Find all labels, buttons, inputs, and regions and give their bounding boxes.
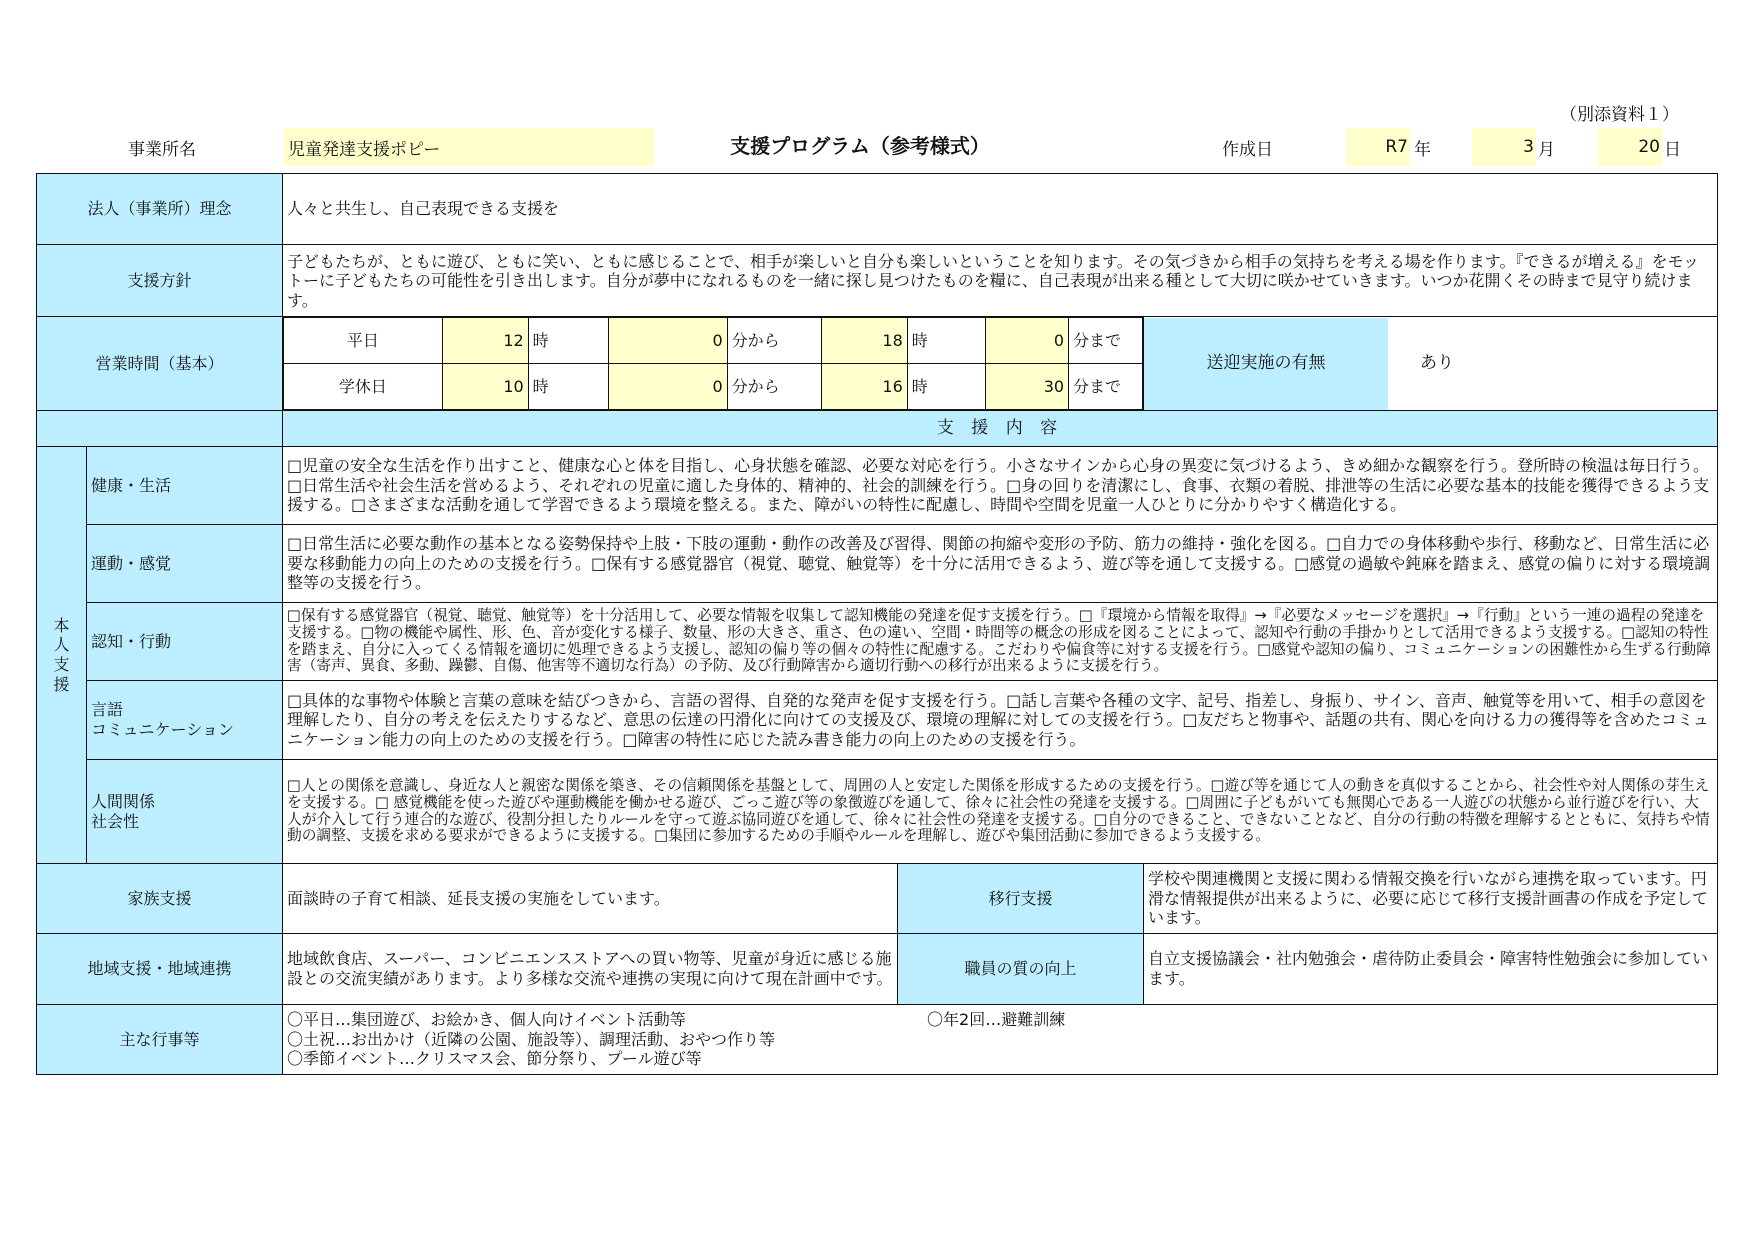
weekday-hours-row: [284, 318, 1143, 364]
philosophy-text: 人々と共生し、自己表現できる支援を: [283, 174, 1718, 245]
support-program-table: [36, 173, 1718, 1075]
holiday-label: 学休日: [284, 364, 443, 410]
philosophy-label: 法人（事業所）理念: [37, 174, 283, 245]
created-year-field[interactable]: R7: [1346, 128, 1410, 166]
transport-cell: [1144, 317, 1718, 411]
weekday-start-hour[interactable]: 12: [442, 318, 528, 364]
hour-unit: 時: [528, 318, 609, 364]
events-right-list: [927, 1010, 1065, 1069]
from-unit: 分から: [727, 364, 821, 410]
to-unit: 分まで: [1069, 318, 1143, 364]
weekday-end-hour[interactable]: 18: [821, 318, 907, 364]
health-life-label: 健康・生活: [87, 447, 283, 525]
health-life-text: □児童の安全な生活を作り出すこと、健康な心と体を目指し、心身状態を確認、必要な対応を行う。小さなサインから心身の異変に気づけるよう、きめ細かな観察を行う。登所時の検温は毎日行う。□日常生活や社会生活を営めるよう、それぞれの児童に適した身体的、精神的、社会的訓練を行う。□身の回りを清潔にし、食事、衣類の着脱、排泄等の生活に必要な基本的技能を獲得できるよう支援する。□さまざまな活動を通して学習できるよう環境を整える。また、障がいの特性に配慮し、時間や空間を児童一人ひとりに分かりやすく構造化する。: [283, 447, 1718, 525]
support-content-header: 支 援 内 容: [283, 411, 1718, 447]
transition-support-text: 学校や関連機関と支援に関わる情報交換を行いながら連携を取っています。円滑な情報提供が出来るように、必要に応じて移行支援計画書の作成を予定しています。: [1144, 864, 1718, 934]
hour-unit: 時: [907, 364, 985, 410]
staff-quality-text: 自立支援協議会・社内勉強会・虐待防止委員会・障害特性勉強会に参加しています。: [1144, 934, 1718, 1005]
family-support-text: 面談時の子育て相談、延長支援の実施をしています。: [283, 864, 898, 934]
motor-sensory-label: 運動・感覚: [87, 525, 283, 603]
hours-grid: [283, 317, 1143, 410]
holiday-end-minute[interactable]: 30: [985, 364, 1068, 410]
holiday-end-hour[interactable]: 16: [821, 364, 907, 410]
policy-label: 支援方針: [37, 245, 283, 317]
reference-note: （別添資料１）: [1560, 105, 1679, 125]
day-unit: 日: [1664, 139, 1681, 160]
hour-unit: 時: [907, 318, 985, 364]
policy-text: 子どもたちが、ともに遊び、ともに笑い、ともに感じることで、相手が楽しいと自分も楽しいということを知ります。その気づきから相手の気持ちを考える場を作ります。『できるが増える』をモットーに子どもたちの可能性を引き出します。自分が夢中になれるものを一緒に探し見つけたものを糧に、自己表現が出来る種として大切に咲かせていきます。いつか花開くその時まで見守り続けます。: [283, 245, 1718, 317]
community-support-text: 地域飲食店、スーパー、コンビニエンスストアへの買い物等、児童が身近に感じる施設との交流実績があります。より多様な交流や連携の実現に向けて現在計画中です。: [283, 934, 898, 1005]
family-support-label: 家族支援: [37, 864, 283, 934]
weekday-label: 平日: [284, 318, 443, 364]
weekday-end-minute[interactable]: 0: [985, 318, 1068, 364]
social-relations-text: □人との関係を意識し、身近な人と親密な関係を築き、その信頼関係を基盤として、周囲の人と安定した関係を形成するための支援を行う。□遊び等を通じて人の動きを真似することから、社会性や対人関係の芽生えを支援する。□ 感覚機能を使った遊びや運動機能を働かせる遊び、ごっこ遊び等の象徴遊びを通して、徐々に社会性の発達を支援する。□周囲に子どもがいても無関心である一人遊びの状態から並行遊びを行い、大人が介入して行う連合的な遊び、役割分担したりルールを守って遊ぶ協同遊びを通して、徐々に社会性の発達を支援する。□自分のできること、できないことなど、自分の行動の特徴を理解するとともに、気持ちや情動の調整、支援を求める要求ができるように支援する。□集団に参加するための手順やルールを理解し、遊びや集団活動に参加できるよう支援する。: [283, 760, 1718, 864]
created-month-field[interactable]: 3: [1472, 128, 1536, 166]
page-title: 支援プログラム（参考様式）: [730, 134, 990, 158]
office-name-field[interactable]: 児童発達支援ポピー: [284, 128, 654, 166]
holiday-start-minute[interactable]: 0: [609, 364, 727, 410]
holiday-start-hour[interactable]: 10: [442, 364, 528, 410]
transition-support-label: 移行支援: [898, 864, 1144, 934]
support-header-blank: [37, 411, 283, 447]
hours-label: 営業時間（基本）: [37, 317, 283, 411]
events-label: 主な行事等: [37, 1005, 283, 1075]
event-item: 〇平日…集団遊び、お絵かき、個人向けイベント活動等: [287, 1010, 686, 1030]
holiday-hours-row: [284, 364, 1143, 410]
event-item: 〇年2回…避難訓練: [927, 1010, 1066, 1030]
weekday-start-minute[interactable]: 0: [609, 318, 727, 364]
transport-label: 送迎実施の有無: [1144, 318, 1388, 410]
staff-quality-label: 職員の質の向上: [898, 934, 1144, 1005]
events-left-list: [287, 1010, 927, 1069]
created-day-field[interactable]: 20: [1598, 128, 1662, 166]
cognition-behavior-label: 認知・行動: [87, 603, 283, 681]
event-item: 〇土祝…お出かけ（近隣の公園、施設等）、調理活動、おやつ作り等: [287, 1029, 776, 1049]
office-name-label: 事業所名: [128, 139, 196, 160]
event-item: 〇季節イベント…クリスマス会、節分祭り、プール遊び等: [287, 1049, 702, 1069]
month-unit: 月: [1538, 139, 1555, 160]
hours-cell: [283, 317, 1144, 411]
language-communication-text: □具体的な事物や体験と言葉の意味を結びつきから、言語の習得、自発的な発声を促す支援を行う。□話し言葉や各種の文字、記号、指差し、身振り、サイン、音声、触覚等を用いて、相手の意図を理解したり、自分の考えを伝えたりするなど、意思の伝達の円滑化に向けての支援及び、環境の理解に対しての支援を行う。□友だちと物事や、話題の共有、関心を向ける力の獲得等を含めたコミュニケーション能力の向上のための支援を行う。□障害の特性に応じた読み書き能力の向上のための支援を行う。: [283, 681, 1718, 760]
motor-sensory-text: □日常生活に必要な動作の基本となる姿勢保持や上肢・下肢の運動・動作の改善及び習得、関節の拘縮や変形の予防、筋力の維持・強化を図る。□自力での身体移動や歩行、移動など、日常生活に必要な移動能力の向上のための支援を行う。□保有する感覚器官（視覚、聴覚、触覚等）を十分に活用できるよう、遊び等を通して支援する。□感覚の過敏や鈍麻を踏まえ、感覚の偏りに対する環境調整等の支援を行う。: [283, 525, 1718, 603]
transport-value[interactable]: あり: [1420, 353, 1455, 374]
from-unit: 分から: [727, 318, 821, 364]
social-relations-label: 人間関係 社会性: [87, 760, 283, 864]
hour-unit: 時: [528, 364, 609, 410]
language-communication-label: 言語 コミュニケーション: [87, 681, 283, 760]
cognition-behavior-text: □保有する感覚器官（視覚、聴覚、触覚等）を十分活用して、必要な情報を収集して認知機能の発達を促す支援を行う。□『環境から情報を取得』→『必要なメッセージを選択』→『行動』という一連の過程の発達を支援する。□物の機能や属性、形、色、音が変化する様子、数量、形の大きさ、重さ、色の違い、空間・時間等の概念の形成を図ることによって、認知や行動の手掛かりとして活用できるよう支援する。□認知の特性を踏まえ、自分に入ってくる情報を適切に処理できるよう支援し、認知の偏り等の個々の特性に配慮する。こだわりや偏食等に対する支援を行う。□感覚や認知の偏り、コミュニケーションの困難性から生ずる行動障害（寄声、異食、多動、躁鬱、自傷、他害等不適切な行為）の予防、及び行動障害から適切行動への移行が出来るように支援を行う。: [283, 603, 1718, 681]
events-cell: [283, 1005, 1718, 1075]
to-unit: 分まで: [1069, 364, 1143, 410]
year-unit: 年: [1414, 139, 1431, 160]
personal-support-label: 本 人 支 援: [37, 447, 87, 864]
created-date-label: 作成日: [1222, 139, 1273, 160]
community-support-label: 地域支援・地域連携: [37, 934, 283, 1005]
